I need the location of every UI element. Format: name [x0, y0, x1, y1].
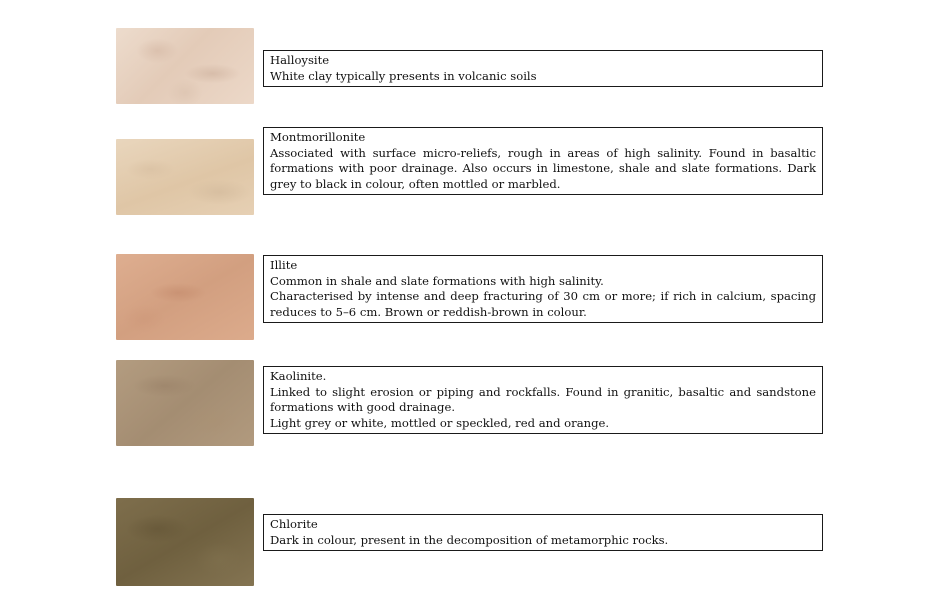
chlorite-sample-image [116, 498, 254, 586]
mineral-description: Associated with surface micro-reliefs, rough in areas of high salinity. Found in basaltic formations with poor drainage. Also occurs in limestone, shale and slate formations. Dark grey to black in colour, often mottled or marbled. [270, 145, 816, 191]
mineral-name: Halloysite [270, 53, 330, 67]
mineral-description: Light grey or white, mottled or speckled, red and orange. [270, 415, 610, 430]
mineral-description: Dark in colour, present in the decomposition of metamorphic rocks. [270, 532, 669, 547]
halloysite-sample-image [116, 28, 254, 104]
illite-description-box [263, 255, 823, 323]
halloysite-description-box [263, 50, 823, 87]
mineral-name: Illite [270, 258, 298, 272]
kaolinite-description-box [263, 366, 823, 434]
montmorillonite-description-box [263, 127, 823, 195]
mineral-description: White clay typically presents in volcanic soils [270, 68, 537, 83]
mineral-name: Kaolinite. [270, 369, 327, 383]
mineral-name: Montmorillonite [270, 130, 366, 144]
chlorite-description-box [263, 514, 823, 551]
illite-sample-image [116, 254, 254, 340]
montmorillonite-sample-image [116, 139, 254, 215]
mineral-description: Linked to slight erosion or piping and rockfalls. Found in granitic, basaltic and sandstone formations with good drainage. [270, 384, 816, 414]
mineral-description: Common in shale and slate formations with high salinity. [270, 273, 604, 288]
mineral-name: Chlorite [270, 517, 318, 531]
kaolinite-sample-image [116, 360, 254, 446]
mineral-description: Characterised by intense and deep fracturing of 30 cm or more; if rich in calcium, spacing reduces to 5–6 cm. Brown or reddish-brown in colour. [270, 289, 816, 319]
